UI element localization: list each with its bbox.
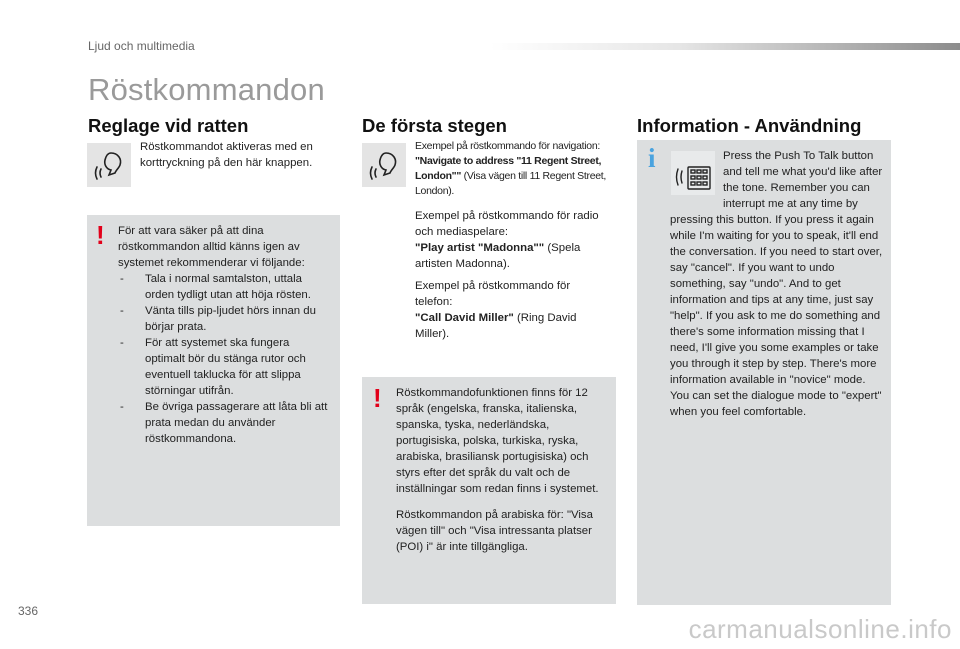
info-paragraph: Press the Push To Talk button and tell me what you'd like after the tone. Remember you can interrupt me at any time by pressing this button. If you press it again while I'm waiting for you to speak, it'll end the conversation. If you need to start over, say "cancel". If you want to undo something, say "undo". And to get information and tips at any time, just say "help". If you ask to me do something and there's some information missing that I need, I'll give you some examples or take you through it step by step. There's more information available in "novice" mode. You can set the dialogue mode to "expert" when you feel comfortable. [670, 150, 883, 418]
icon-spacer [670, 148, 723, 203]
phone-description: (Ring David Miller). [415, 312, 577, 340]
list-item: - Vänta tills pip-ljudet hörs innan du börjar prata. [118, 303, 330, 335]
list-item: - Be övriga passagerare att låta bli att prata medan du använder röstkommandona. [118, 399, 330, 447]
phone-intro: Exempel på röstkommando för telefon: [415, 280, 571, 308]
arabic-warning-text: Röstkommandon på arabiska för: "Visa vägen till" och "Visa intressanta platser (POI) i" är inte tillgängliga. [396, 509, 593, 553]
info-icon: i [648, 143, 656, 173]
section-title: Ljud och multimedia [88, 39, 195, 53]
page-number: 336 [18, 604, 39, 618]
radio-description: (Spela artisten Madonna). [415, 242, 581, 270]
page-title: Röstkommandon [88, 72, 325, 107]
heading-forsta-stegen: De första stegen [362, 115, 507, 136]
watermark: carmanualsonline.info [688, 614, 952, 644]
list-item: - För att systemet ska fungera optimalt bör du stänga rutor och eventuell taklucka för att slippa störningar utifrån. [118, 335, 330, 399]
nav-command: "Navigate to address "11 Regent Street, London"" [415, 155, 602, 182]
heading-reglage: Reglage vid ratten [88, 115, 249, 136]
nav-example [415, 139, 620, 199]
radio-example [415, 208, 615, 272]
reglage-intro: Röstkommandot aktiveras med en korttryckning på den här knappen. [140, 141, 313, 169]
warning-icon: ! [96, 220, 105, 250]
voice-button-icon [362, 143, 406, 187]
radio-command: "Play artist "Madonna"" [415, 242, 545, 254]
voice-button-icon [87, 143, 131, 187]
language-warning-text: Röstkommandofunktionen finns för 12 språk (engelska, franska, italienska, spanska, tyska, nederländska, portugisiska, polska, turkiska, ryska, arabiska, brasiliansk portugisiska) och styrs efter det språk du valt och de inställningar som redan finns i systemet. [396, 387, 599, 495]
info-text [670, 148, 884, 420]
phone-command: "Call David Miller" [415, 312, 514, 324]
language-warning [396, 385, 608, 555]
heading-information: Information - Användning [637, 115, 862, 136]
header-bar [490, 43, 960, 50]
warning-intro: För att vara säker på att dina röstkommandon alltid känns igen av systemet rekommenderar vi följande: [118, 225, 305, 269]
warning-icon: ! [373, 383, 382, 413]
warning-text-1 [118, 223, 330, 447]
nav-description: (Visa vägen till 11 Regent Street, London). [415, 170, 607, 197]
radio-intro: Exempel på röstkommando för radio och mediaspelare: [415, 210, 599, 238]
phone-example [415, 278, 605, 342]
nav-intro: Exempel på röstkommando för navigation: [415, 140, 600, 152]
list-item: - Tala i normal samtalston, uttala orden tydligt utan att höja rösten. [118, 271, 330, 303]
